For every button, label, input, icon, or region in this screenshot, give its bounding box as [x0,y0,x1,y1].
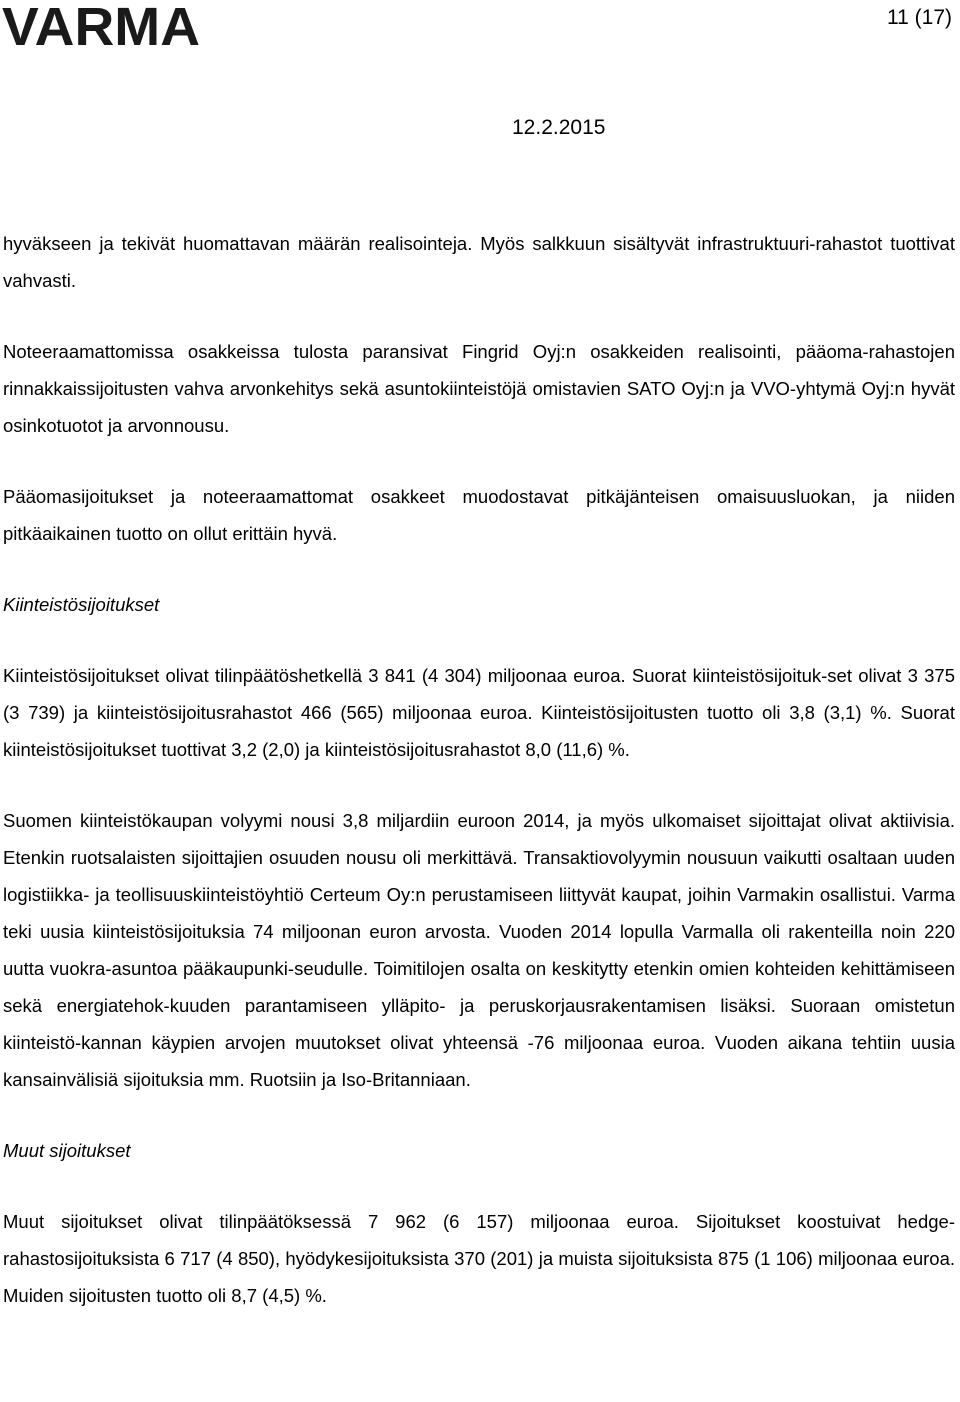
paragraph-private-equity: Pääomasijoitukset ja noteeraamattomat osakkeet muodostavat pitkäjänteisen omaisuusluokan, ja niiden pitkäaikainen tuotto on ollut erittäin hyvä. [3,486,955,544]
page-number: 11 (17) [887,6,952,29]
document-body [3,225,955,1348]
paragraph-real-estate-figures: Kiinteistösijoitukset olivat tilinpäätöshetkellä 3 841 (4 304) miljoonaa euroa. Suorat kiinteistösijoituk-set olivat 3 375 (3 739) ja kiinteistösijoitusrahastot 466 (565) miljoonaa euroa. Kiinteistösijoitusten tuotto oli 3,8 (3,1) %. Suorat kiinteistösijoitukset tuottivat 3,2 (2,0) ja kiinteistösijoitusrahastot 8,0 (11,6) %. [3,665,955,760]
svg-text:VARMA: VARMA [2,2,201,48]
paragraph-infrastructure-funds: hyväkseen ja tekivät huomattavan määrän realisointeja. Myös salkkuun sisältyvät infrastruktuuri-rahastot tuottivat vahvasti. [3,233,955,291]
paragraph-unlisted-equities: Noteeraamattomissa osakkeissa tulosta paransivat Fingrid Oyj:n osakkeiden realisointi, pääoma-rahastojen rinnakkaissijoitusten vahva arvonkehitys sekä asuntokiinteistöjä omistavien SATO Oyj:n ja VVO-yhtymä Oyj:n hyvät osinkotuotot ja arvonnousu. [3,341,955,436]
paragraph-other-investments: Muut sijoitukset olivat tilinpäätöksessä 7 962 (6 157) miljoonaa euroa. Sijoitukset koostuivat hedge-rahastosijoituksista 6 717 (4 850), hyödykesijoituksista 370 (201) ja muista sijoituksista 875 (1 106) miljoonaa euroa. Muiden sijoitusten tuotto oli 8,7 (4,5) %. [3,1211,955,1306]
section-heading-real-estate: Kiinteistösijoitukset [3,594,160,615]
varma-logo [2,2,202,48]
paragraph-real-estate-market: Suomen kiinteistökaupan volyymi nousi 3,8 miljardiin euroon 2014, ja myös ulkomaiset sijoittajat olivat aktiivisia. Etenkin ruotsalaisten sijoittajien osuuden nousu oli merkittävä. Transaktiovolyymin nousuun vaikutti osaltaan uuden logistiikka- ja teollisuuskiinteistöyhtiö Certeum Oy:n perustamiseen liittyvät kaupat, joihin Varmakin osallistui. Varma teki uusia kiinteistösijoituksia 74 miljoonan euron arvosta. Vuoden 2014 lopulla Varmalla oli rakenteilla noin 220 uutta vuokra-asuntoa pääkaupunki-seudulle. Toimitilojen osalta on keskitytty etenkin omien kohteiden kehittämiseen sekä energiatehok-kuuden parantamiseen ylläpito- ja peruskorjausrakentamisen lisäksi. Suoraan omistetun kiinteistö-kannan käypien arvojen muutokset olivat yhteensä -76 miljoonaa euroa. Vuoden aikana tehtiin uusia kansainvälisiä sijoituksia mm. Ruotsiin ja Iso-Britanniaan. [3,810,955,1090]
section-heading-other-investments: Muut sijoitukset [3,1140,131,1161]
document-date: 12.2.2015 [512,116,606,139]
